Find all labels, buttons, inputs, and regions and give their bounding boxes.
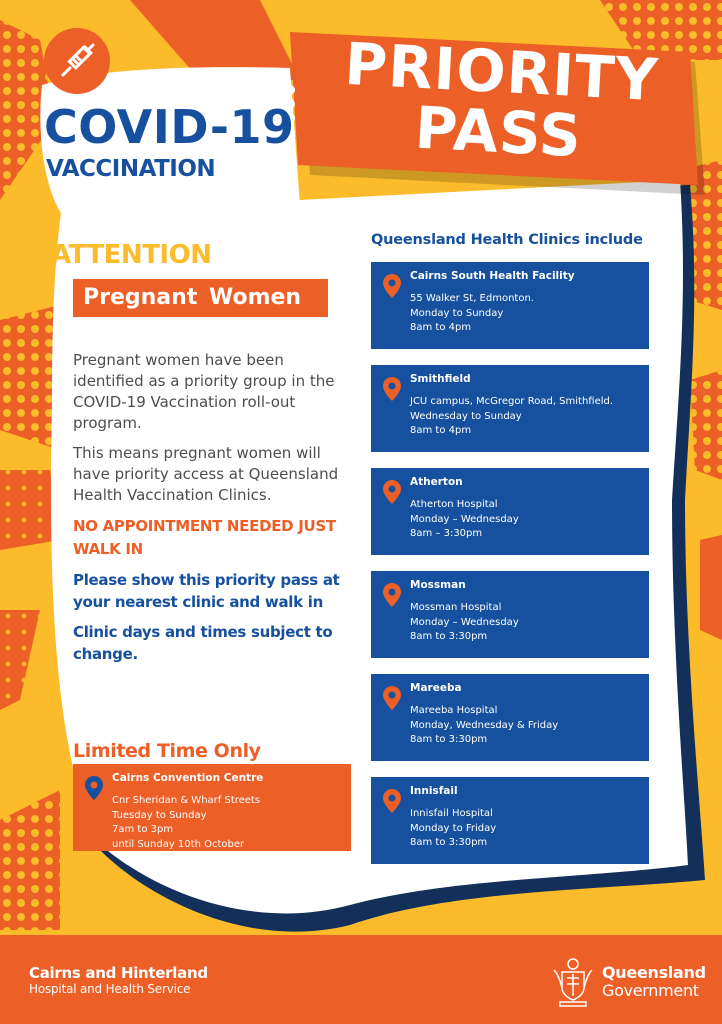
covid-title: COVID-19 — [44, 100, 295, 154]
health-service-logo — [29, 964, 208, 997]
clinic-card — [371, 571, 649, 658]
clinic-address: Cnr Sheridan & Wharf Streets — [112, 795, 261, 806]
priority-pass-line1: PRIORITY — [343, 29, 661, 115]
clinic-name: Atherton — [410, 476, 463, 488]
syringe-icon — [57, 41, 97, 81]
clinic-days: Wednesday to Sunday — [410, 410, 522, 422]
clinic-card — [371, 674, 649, 761]
clinic-hours: 8am to 4pm — [410, 322, 472, 333]
map-pin-icon — [383, 274, 401, 298]
map-pin-icon — [383, 480, 401, 504]
limited-time-heading: Limited Time Only — [73, 740, 261, 762]
clinic-days: Tuesday to Sunday — [112, 809, 207, 821]
map-pin-icon — [383, 377, 401, 401]
org-subname: Hospital and Health Service — [29, 982, 191, 996]
limited-clinic-card — [73, 764, 351, 851]
clinic-days: Monday to Friday — [410, 822, 497, 834]
clinic-location: Mareeba Hospital — [410, 705, 498, 716]
priority-pass-title — [319, 29, 681, 171]
org-name: Cairns and Hinterland — [29, 964, 208, 982]
clinic-days: Monday to Sunday — [410, 307, 504, 319]
map-pin-icon — [383, 789, 401, 813]
map-pin-icon — [383, 686, 401, 710]
clinic-location: JCU campus, McGregor Road, Smithfield. — [410, 396, 614, 407]
clinic-hours: 7am to 3pm — [112, 824, 174, 835]
map-pin-icon — [383, 583, 401, 607]
clinic-name: Innisfail — [410, 785, 458, 797]
show-pass-instruction: Please show this priority pass at your nearest clinic and walk in — [73, 571, 340, 611]
no-appointment-notice: NO APPOINTMENT NEEDED JUST WALK IN — [73, 517, 336, 558]
clinic-hours: 8am to 3:30pm — [410, 734, 488, 745]
coat-of-arms-icon — [550, 956, 596, 1008]
clinic-location: Atherton Hospital — [410, 499, 498, 510]
clinic-card — [371, 468, 649, 555]
clinic-card — [371, 777, 649, 864]
gov-name-line2: Government — [602, 981, 699, 1000]
clinic-days: Monday – Wednesday — [410, 616, 519, 628]
queensland-government-logo — [550, 956, 706, 1008]
clinic-name: Smithfield — [410, 373, 471, 385]
attention-heading: ATTENTION — [51, 240, 212, 270]
intro-paragraph: Pregnant women have been identified as a priority group in the COVID-19 Vaccination roll-out program. — [73, 351, 335, 432]
clinic-until: until Sunday 10th October — [112, 838, 245, 850]
clinic-days: Monday, Wednesday & Friday — [410, 719, 559, 731]
covid-subtitle: VACCINATION — [46, 156, 216, 182]
syringe-badge — [44, 28, 110, 94]
clinic-card — [371, 262, 649, 349]
clinic-hours: 8am to 3:30pm — [410, 837, 488, 848]
clinic-location: Mossman Hospital — [410, 602, 502, 613]
clinic-location: Innisfail Hospital — [410, 808, 493, 819]
clinic-hours: 8am to 4pm — [410, 425, 472, 436]
clinic-name: Mareeba — [410, 682, 462, 694]
clinic-days: Monday – Wednesday — [410, 513, 519, 525]
clinic-location: 55 Walker St, Edmonton. — [410, 293, 534, 304]
clinics-heading: Queensland Health Clinics include — [371, 232, 643, 248]
clinic-name: Cairns Convention Centre — [112, 772, 264, 784]
clinic-hours: 8am to 3:30pm — [410, 631, 488, 642]
clinic-name: Cairns South Health Facility — [410, 270, 575, 282]
clinic-card — [371, 365, 649, 452]
priority-pass-line2: PASS — [413, 93, 584, 171]
gov-name-line1: Queensland — [602, 963, 706, 982]
map-pin-icon — [85, 776, 103, 800]
subject-to-change-note: Clinic days and times subject to change. — [73, 623, 333, 663]
clinic-name: Mossman — [410, 579, 466, 591]
clinic-hours: 8am – 3:30pm — [410, 528, 483, 539]
audience-banner: Pregnant Women — [73, 279, 328, 317]
priority-paragraph: This means pregnant women will have priority access at Queensland Health Vaccination Clinics. — [73, 444, 339, 504]
